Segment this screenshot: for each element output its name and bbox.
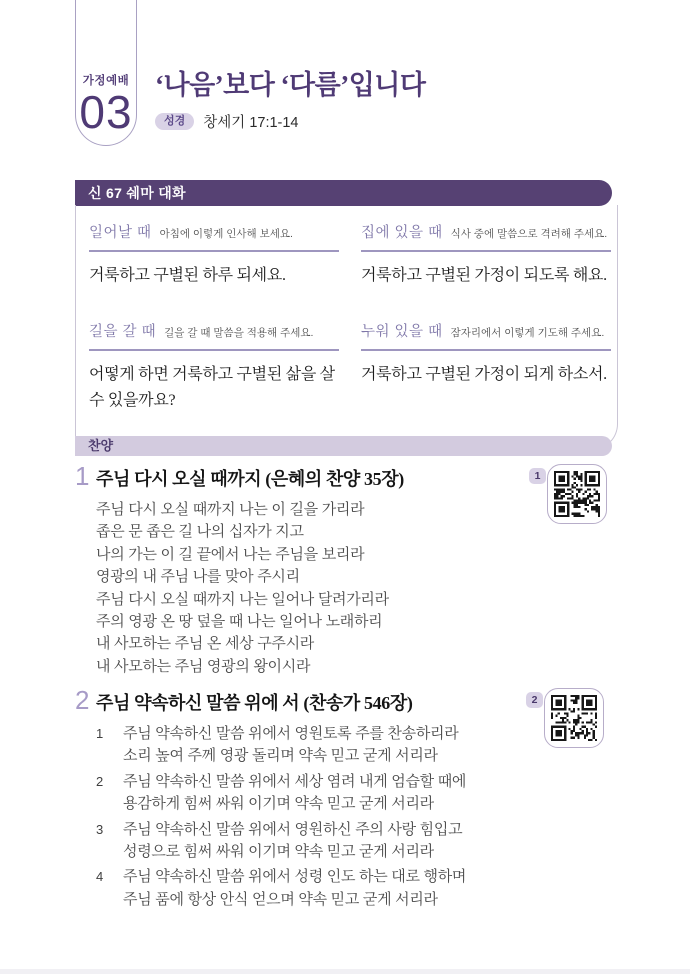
song-2 xyxy=(75,687,545,914)
issue-tab xyxy=(75,0,137,146)
shema-item-head xyxy=(361,221,611,252)
verse-text xyxy=(123,723,458,768)
song-title: 주님 다시 오실 때까지 (은혜의 찬양 35장) xyxy=(96,469,404,489)
verse-line: 주님 약속하신 말씀 위에서 영원토록 주를 찬송하리라 xyxy=(123,725,459,742)
lyric-line: 주님 다시 오실 때까지 나는 일어나 달려가리라 xyxy=(96,590,389,608)
title-block xyxy=(155,68,425,132)
shema-item-home xyxy=(361,221,611,289)
verse-line: 소리 높여 주께 영광 돌리며 약속 믿고 굳게 서리라 xyxy=(123,747,438,765)
scripture-badge: 성경 xyxy=(155,113,194,130)
shema-when-label: 길을 갈 때 xyxy=(89,324,157,340)
verse-3 xyxy=(96,819,545,864)
shema-grid xyxy=(89,221,617,445)
shema-when-label: 누워 있을 때 xyxy=(361,324,443,340)
scripture-row xyxy=(155,111,425,132)
shema-item-lie-down xyxy=(361,320,611,414)
qr-code-1 xyxy=(547,464,607,524)
song-1-heading xyxy=(75,463,545,492)
shema-item-head xyxy=(361,320,611,351)
shema-section-header: 신 67 쉐마 대화 xyxy=(75,180,612,206)
song-1 xyxy=(75,463,545,678)
verse-text xyxy=(123,771,466,816)
song-number: 2 xyxy=(75,685,90,715)
verse-line: 주님 품에 항상 안식 얻으며 약속 믿고 굳게 서리라 xyxy=(123,890,438,908)
shema-hint: 길을 갈 때 말씀을 적용해 주세요. xyxy=(164,327,314,339)
scripture-reference: 창세기 17:1-14 xyxy=(203,115,299,131)
song-title: 주님 약속하신 말씀 위에 서 (찬송가 546장) xyxy=(96,693,413,713)
shema-item-head xyxy=(89,221,339,252)
verse-number: 1 xyxy=(96,726,104,741)
verse-line: 주님 약속하신 말씀 위에서 성령 인도 하는 대로 행하며 xyxy=(123,868,467,886)
praise-section-header: 찬양 xyxy=(75,436,612,456)
issue-number: 03 xyxy=(79,86,133,139)
shema-section xyxy=(75,180,618,450)
verse-number: 4 xyxy=(96,869,104,885)
verse-number: 2 xyxy=(96,773,104,789)
verse-line: 용감하게 힘써 싸워 이기며 약속 믿고 굳게 서리라 xyxy=(123,795,434,813)
verse-text xyxy=(123,866,466,911)
lyric-line: 영광의 내 주님 나를 맞아 주시리 xyxy=(96,568,300,586)
shema-answer: 어떻게 하면 거룩하고 구별된 삶을 살 수 있을까요? xyxy=(89,366,335,409)
qr-badge: 1 xyxy=(529,468,546,484)
shema-hint: 잠자리에서 이렇게 기도해 주세요. xyxy=(450,327,605,339)
lyric-line: 내 사모하는 주님 영광의 왕이시라 xyxy=(96,657,311,675)
shema-answer: 거룩하고 구별된 가정이 되게 하소서. xyxy=(361,366,607,383)
qr-badge: 2 xyxy=(526,692,543,708)
page-bottom-strip xyxy=(0,969,690,974)
song-1-lyrics xyxy=(96,499,545,678)
qr-code-2 xyxy=(544,688,604,748)
issue-label: 가정예배 xyxy=(82,75,130,88)
song-2-verses xyxy=(96,723,545,911)
lyric-line: 좁은 문 좁은 길 나의 십자가 지고 xyxy=(96,523,304,541)
shema-item-head xyxy=(89,320,339,351)
qr-block-1 xyxy=(534,464,607,524)
shema-box xyxy=(75,205,618,450)
lyric-line: 주님 다시 오실 때까지 나는 이 길을 가리라 xyxy=(96,501,365,518)
verse-4 xyxy=(96,866,545,911)
qr-block-2 xyxy=(531,688,604,748)
shema-item-wake xyxy=(89,221,339,289)
shema-answer: 거룩하고 구별된 가정이 되도록 해요. xyxy=(361,267,607,284)
shema-when-label: 집에 있을 때 xyxy=(361,225,443,241)
verse-2 xyxy=(96,771,545,816)
verse-line: 성령으로 힘써 싸워 이기며 약속 믿고 굳게 서리라 xyxy=(123,843,434,861)
song-number: 1 xyxy=(75,461,90,491)
page-title: ‘나음’보다 ‘다름’입니다 xyxy=(155,70,426,100)
lyric-line: 나의 가는 이 길 끝에서 나는 주님을 보리라 xyxy=(96,545,365,563)
verse-1 xyxy=(96,723,545,768)
shema-hint: 식사 중에 말씀으로 격려해 주세요. xyxy=(450,228,608,240)
song-2-heading xyxy=(75,687,545,716)
shema-answer: 거룩하고 구별된 하루 되세요. xyxy=(89,267,286,284)
verse-line: 주님 약속하신 말씀 위에서 영원하신 주의 사랑 힘입고 xyxy=(123,820,463,838)
shema-hint: 아침에 이렇게 인사해 보세요. xyxy=(159,228,293,240)
lyric-line: 내 사모하는 주님 온 세상 구주시라 xyxy=(96,635,314,653)
shema-item-road xyxy=(89,320,339,414)
shema-when-label: 일어날 때 xyxy=(89,225,152,241)
verse-number: 3 xyxy=(96,821,104,837)
lyric-line: 주의 영광 온 땅 덮을 때 나는 일어나 노래하리 xyxy=(96,613,383,631)
verse-line: 주님 약속하신 말씀 위에서 세상 염려 내게 엄습할 때에 xyxy=(123,772,467,790)
verse-text xyxy=(123,819,462,864)
